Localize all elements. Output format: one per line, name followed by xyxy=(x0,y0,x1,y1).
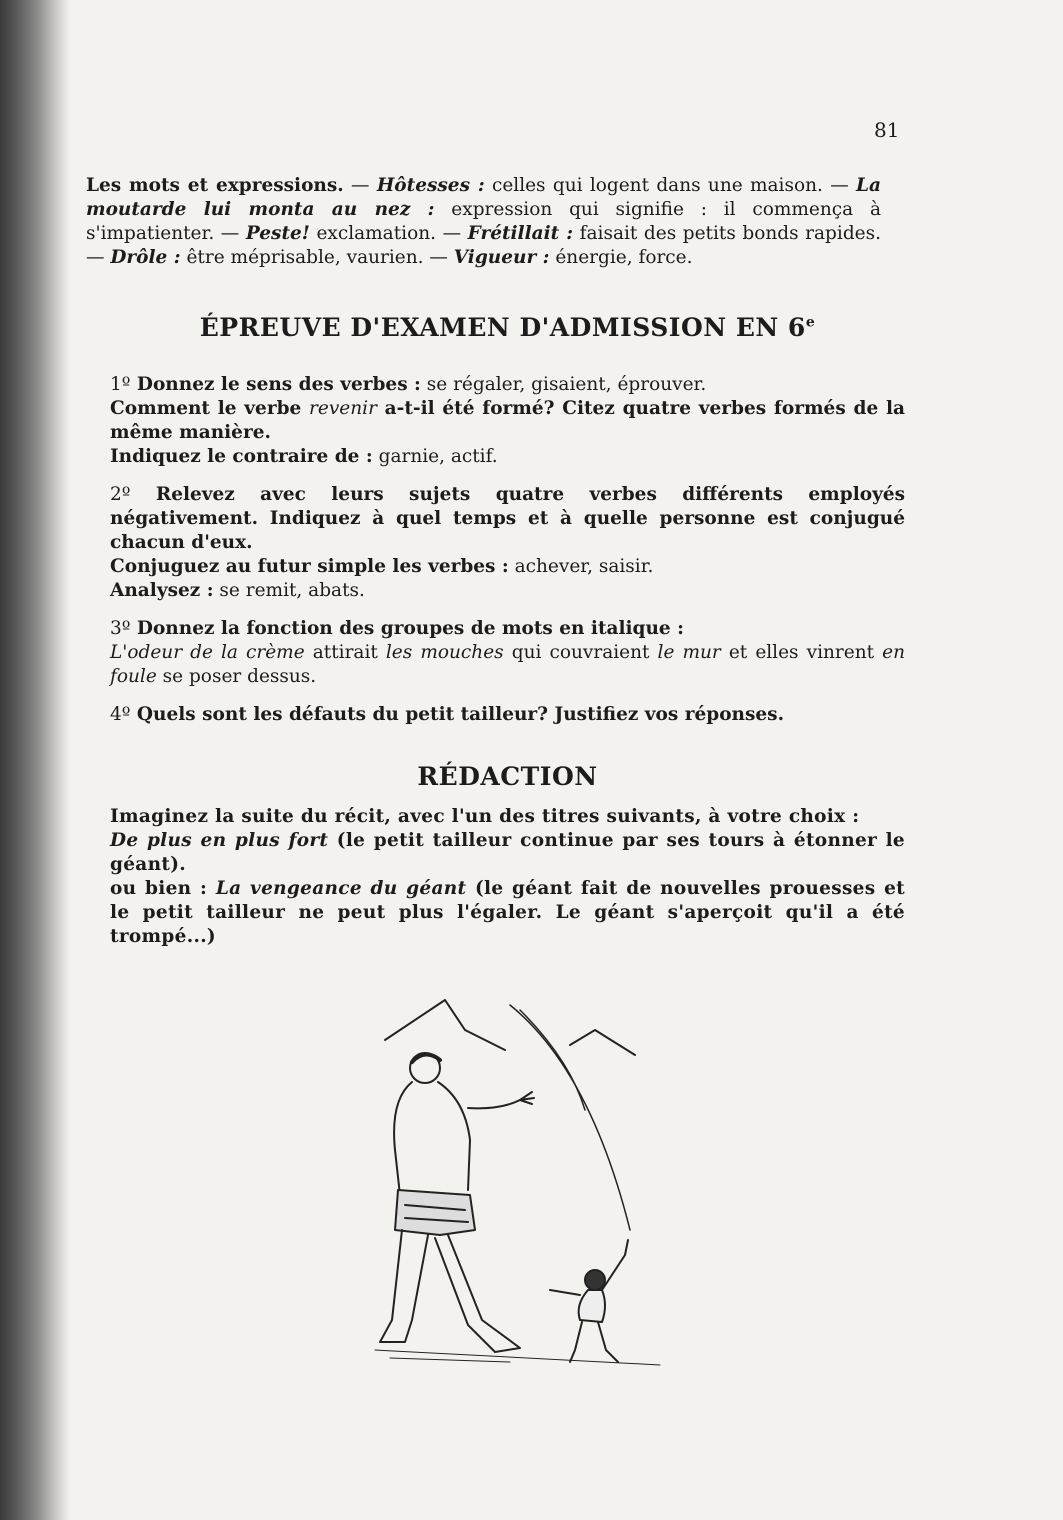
redaction-text xyxy=(110,805,905,949)
question-2: 2º Relevez avec leurs sujets quatre verbes différents employés négativement. Indiquez à quel temps et à quelle personne est conjugué chacun d'eux. xyxy=(110,484,905,553)
exam-questions xyxy=(110,373,905,727)
giant-torso xyxy=(394,1082,412,1195)
giant-arm xyxy=(468,1100,520,1108)
vocab-term-2: La moutarde lui monta au nez : xyxy=(86,175,882,220)
vocab-term-3: Peste! xyxy=(245,223,310,244)
vocab-term-4: Frétillait : xyxy=(467,223,574,244)
tailor-arm xyxy=(550,1290,580,1295)
giant-and-tailor-illustration xyxy=(370,990,670,1390)
redaction-title: RÉDACTION xyxy=(417,762,598,791)
vocab-term-6: Vigueur : xyxy=(453,247,550,268)
page-number: 81 xyxy=(874,118,900,142)
question-1: 1º Donnez le sens des verbes : se régaler, gisaient, éprouver. xyxy=(110,374,707,395)
vocab-term-1: Hôtesses : xyxy=(376,175,485,196)
book-spine-shadow xyxy=(0,0,70,1520)
redaction-option-2: ou bien : La vengeance du géant (le géant fait de nouvelles prouesses et le petit tailleur ne peut plus l'égaler. Le géant s'aperçoit qu'il a été trompé...) xyxy=(110,878,905,947)
question-2c: Analysez : se remit, abats. xyxy=(110,580,365,601)
question-1b: Comment le verbe revenir a-t-il été formé? Citez quatre verbes formés de la même manière. xyxy=(110,398,905,443)
question-2b: Conjuguez au futur simple les verbes : achever, saisir. xyxy=(110,556,654,577)
redaction-intro: Imaginez la suite du récit, avec l'un des titres suivants, à votre choix : xyxy=(110,806,860,827)
tailor-head xyxy=(585,1270,605,1290)
vocab-heading: Les mots et expressions. xyxy=(86,175,344,196)
mountain-outline xyxy=(385,1000,505,1050)
vocabulary-paragraph: Les mots et expressions. — Hôtesses : celles qui logent dans une maison. — La moutarde lui monta au nez : expression qui signifie : il commença à s'impatienter. — Peste! exclamation. — Frétillait : faisait des petits bonds rapides. — Drôle : être méprisable, vaurien. — Vigueur : énergie, force. xyxy=(86,175,882,268)
exam-title: ÉPREUVE D'EXAMEN D'ADMISSION EN 6e xyxy=(199,313,816,342)
mountain-outline xyxy=(570,1030,635,1055)
question-1c: Indiquez le contraire de : garnie, actif. xyxy=(110,446,498,467)
redaction-option-1: De plus en plus fort (le petit tailleur continue par ses tours à étonner le géant). xyxy=(110,830,905,875)
vocab-term-5: Drôle : xyxy=(110,247,181,268)
question-4: 4º Quels sont les défauts du petit tailleur? Justifiez vos réponses. xyxy=(110,704,785,725)
question-3: 3º Donnez la fonction des groupes de mots en italique : L'odeur de la crème attirait les mouches qui couvraient le mur et elles vinrent en foule se poser dessus. xyxy=(110,618,905,687)
